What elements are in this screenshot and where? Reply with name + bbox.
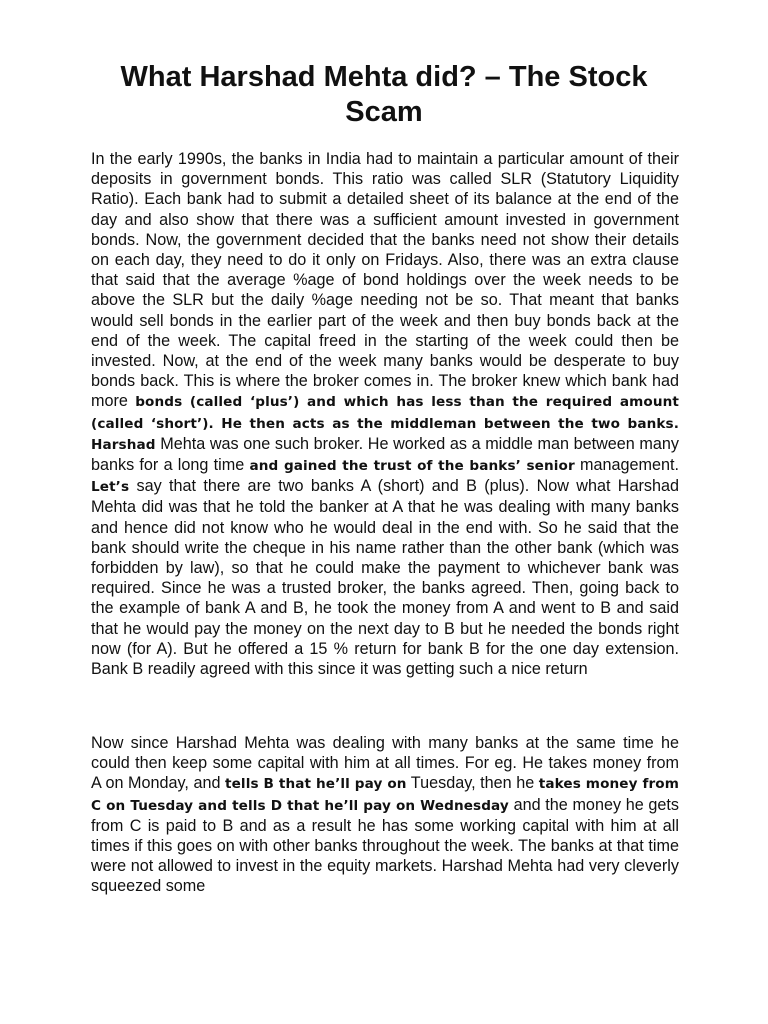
paragraph-1-bold-3: Let’s [91, 479, 130, 496]
paragraph-2-text-3: and the money he gets from C is paid to B and as a result he has some working capital with him at all times if this goes on with other banks throughout the week. The banks at that time were not allowed to invest in the equity markets. Harshad Mehta had very cleverly squeezed some [91, 795, 680, 896]
paragraph-1-bold-1: bonds (called ‘plus’) and which has less than the required amount (called ‘short’). He then acts as the middleman between the two banks. Harshad [91, 394, 679, 453]
paragraph-2 [91, 733, 679, 897]
document-title: What Harshad Mehta did? – The Stock Scam [120, 61, 648, 128]
paragraph-1 [91, 149, 679, 679]
paragraph-1-text-2: Mehta was one such broker. He worked as a middle man between many banks for a long time [91, 434, 679, 475]
paragraph-1-text-1: In the early 1990s, the banks in India had to maintain a particular amount of their deposits in government bonds. This ratio was called SLR (Statutory Liquidity Ratio). Each bank had to submit a detailed sheet of its balance at the end of the day and also show that there was a sufficient amount invested in government bonds. Now, the government decided that the banks need not show their details on each day, they need to do it only on Fridays. Also, there was an extra clause that said that the average %age of bond holdings over the week needs to be above the SLR but the daily %age needing not be so. That meant that banks would sell bonds in the earlier part of the week and then buy bonds back at the end of the week. The capital freed in the starting of the week could then be invested. Now, at the end of the week many banks would be desperate to buy bonds back. This is where the broker comes in. The broker knew which bank had more [91, 150, 679, 411]
paragraph-2-text-1: Now since Harshad Mehta was dealing with many banks at the same time he could then keep some capital with him at all times. For eg. He takes money from A on Monday, and [91, 734, 679, 793]
paragraph-1-bold-2: and gained the trust of the banks’ senior [249, 458, 575, 475]
paragraph-2-bold-2: takes money from C on Tuesday and tells D that he’ll pay on Wednesday [91, 776, 679, 814]
paragraph-1-text-4: say that there are two banks A (short) and B (plus). Now what Harshad Mehta did was that he told the banker at A that he was dealing with many banks and hence did not know who he would deal in the end with. So he said that the bank should write the cheque in his name rather than the other bank (which was forbidden by law), so that he could make the payment to whichever bank was required. Since he was a trusted broker, the banks agreed. Then, going back to the example of bank A and B, he took the money from A and went to B and said that he would pay the money on the next day to B but he needed the bonds right now (for A). But he offered a 15 % return for bank B for the one day extension. Bank B readily agreed with this since it was getting such a nice return [91, 477, 679, 679]
paragraph-2-bold-1: tells B that he’ll pay on [225, 776, 407, 793]
paragraph-1-text-3: management. [574, 456, 679, 475]
paragraph-2-text-2: Tuesday, then he [406, 774, 539, 793]
